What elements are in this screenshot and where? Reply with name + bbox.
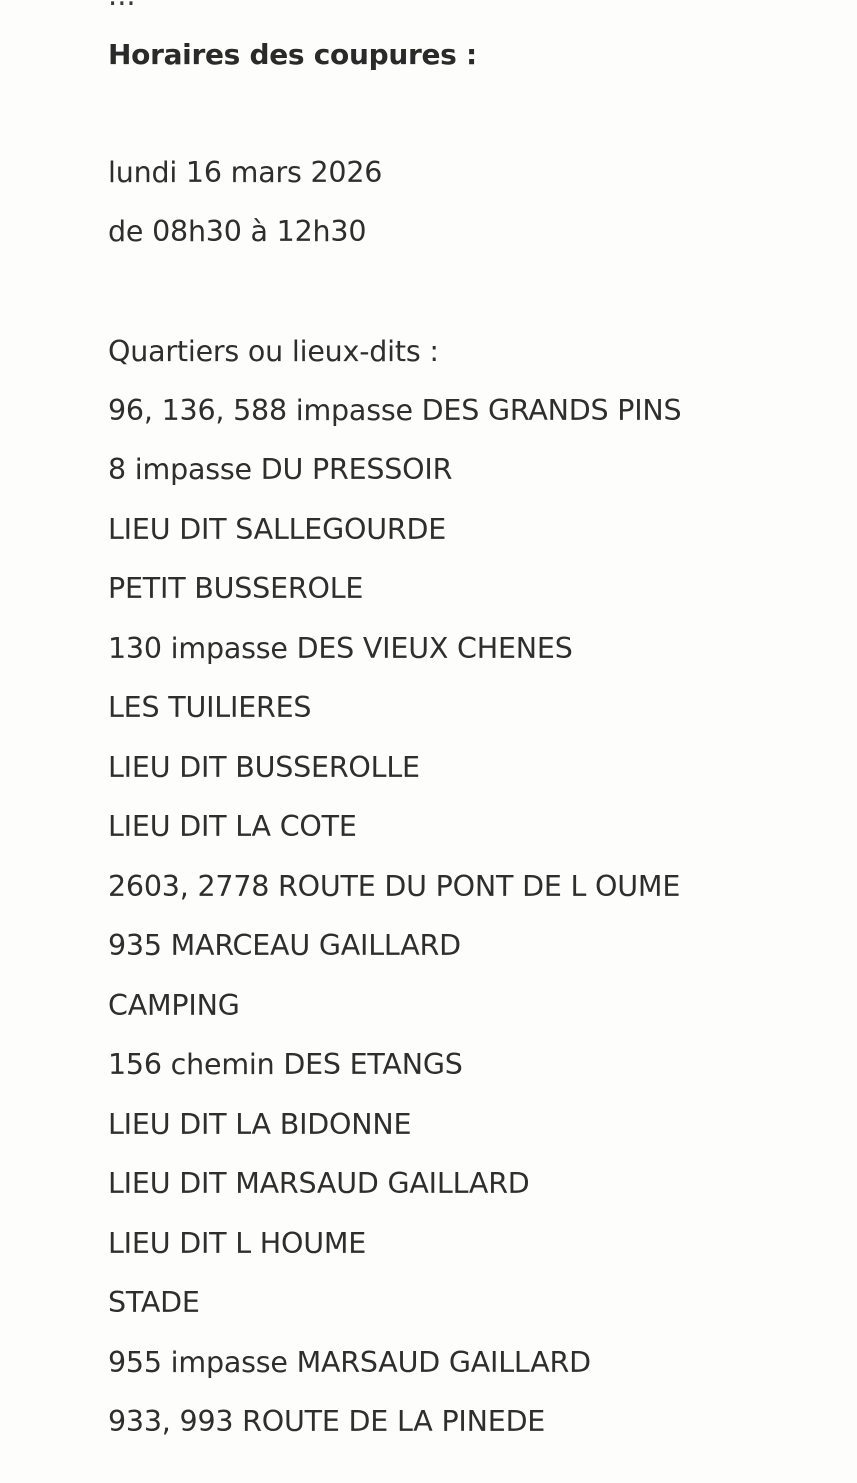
list-item: LIEU DIT MARSAUD GAILLARD — [108, 1167, 530, 1200]
outage-date: lundi 16 mars 2026 — [108, 156, 383, 189]
list-item: 130 impasse DES VIEUX CHENES — [108, 632, 573, 665]
list-item: 2603, 2778 ROUTE DU PONT DE L OUME — [108, 870, 681, 903]
list-item: LIEU DIT L HOUME — [108, 1227, 367, 1260]
list-item: LIEU DIT SALLEGOURDE — [108, 513, 447, 546]
list-item: 8 impasse DU PRESSOIR — [108, 453, 453, 486]
list-item: 955 impasse MARSAUD GAILLARD — [108, 1346, 591, 1379]
list-item: 935 MARCEAU GAILLARD — [108, 929, 461, 962]
list-item: LES TUILIERES — [108, 691, 312, 724]
list-item: LIEU DIT LA COTE — [108, 810, 357, 843]
list-item: STADE — [108, 1286, 200, 1319]
page-heading: Horaires des coupures : — [108, 38, 477, 71]
list-item: CAMPING — [108, 989, 240, 1022]
list-item: LIEU DIT LA BIDONNE — [108, 1108, 412, 1141]
list-item: 156 chemin DES ETANGS — [108, 1048, 463, 1081]
list-item: 933, 993 ROUTE DE LA PINEDE — [108, 1405, 546, 1438]
list-item: 96, 136, 588 impasse DES GRANDS PINS — [108, 394, 682, 427]
list-item: LIEU DIT BUSSEROLLE — [108, 751, 420, 784]
outage-time-range: de 08h30 à 12h30 — [108, 215, 367, 248]
places-label: Quartiers ou lieux-dits : — [108, 335, 439, 368]
cropped-top-line — [108, 0, 136, 12]
list-item: PETIT BUSSEROLE — [108, 572, 364, 605]
